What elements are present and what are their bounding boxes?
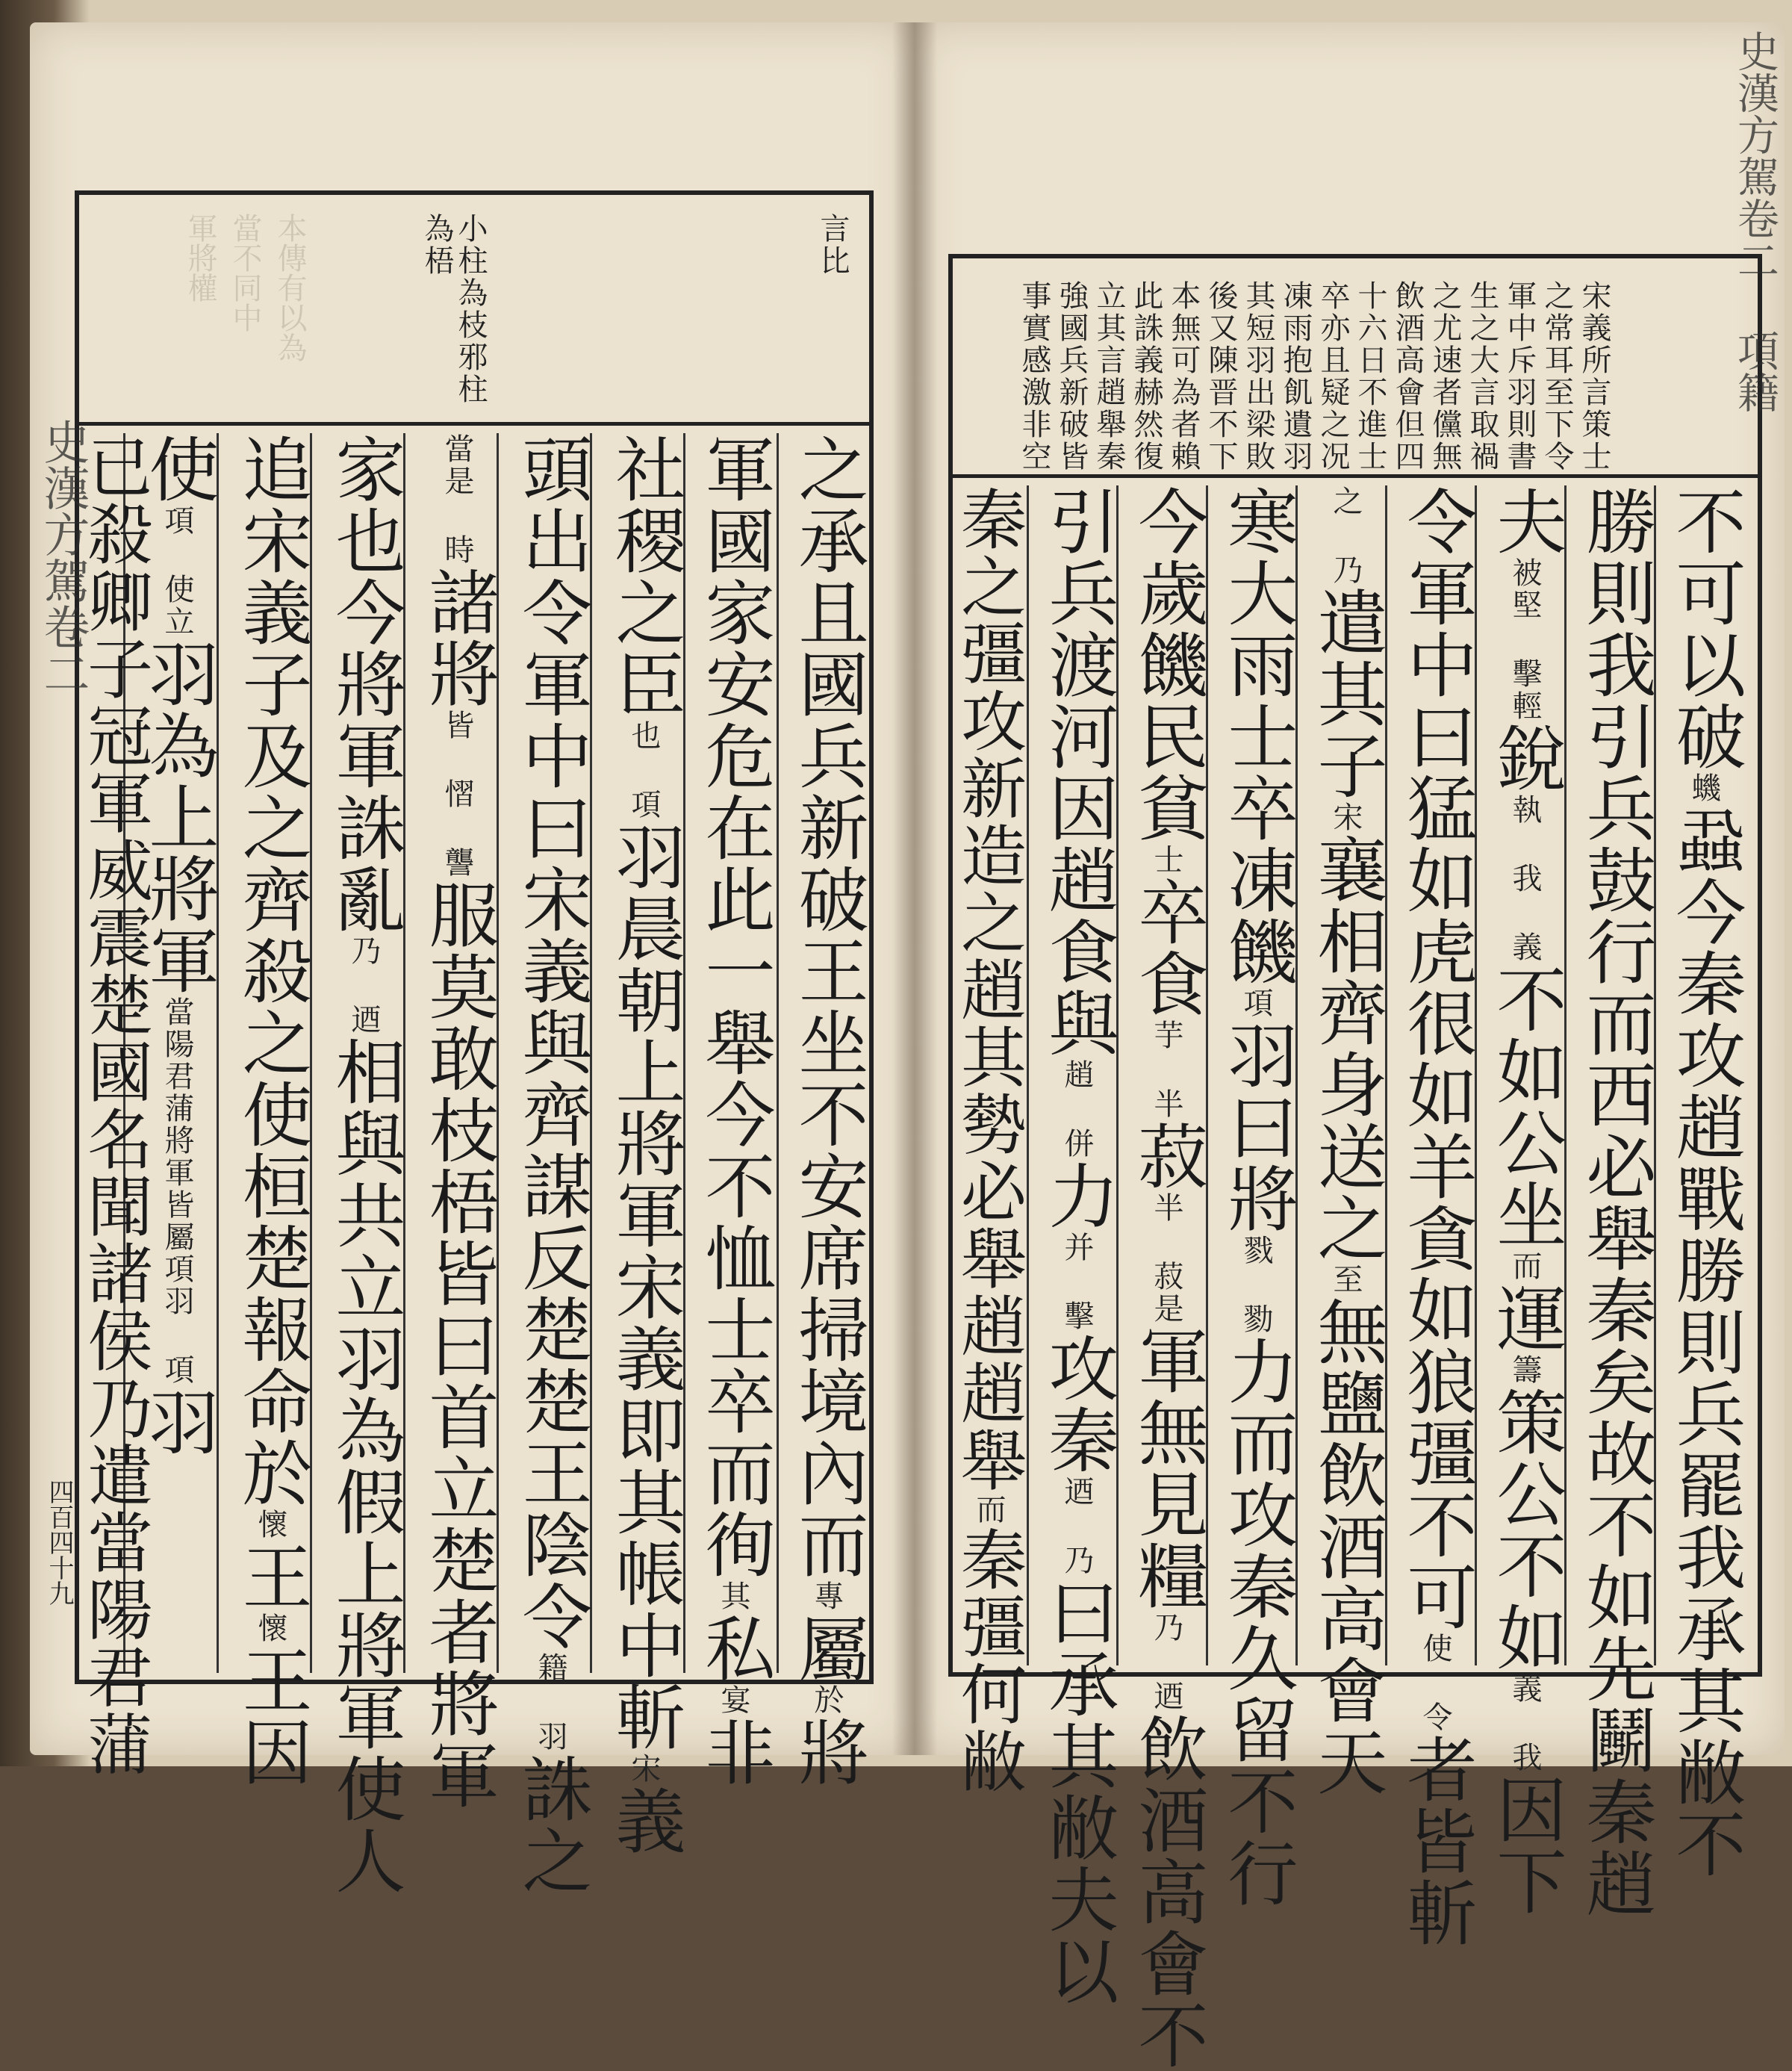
right-header-note: 強國兵新破皆	[1054, 280, 1089, 473]
bleed-through-text: 本傳有以為	[273, 213, 307, 362]
right-margin-title: 史漢方駕卷二 項籍	[1731, 30, 1779, 413]
right-column-2: 勝則我引兵鼓行而西必舉秦矣故不如先鬭秦趙	[1574, 485, 1655, 1919]
right-column-3: 夫被堅 擊輕銳執 我 義不如公坐而運籌策公不如義 我因下	[1484, 485, 1566, 1917]
left-column-9: 已殺卿子冠軍威震楚國名聞諸侯乃遣當陽君蒲	[77, 433, 154, 1777]
page-number: 四百四十九	[44, 1479, 74, 1606]
right-header-note: 飲酒高會但四	[1390, 280, 1425, 473]
left-header-note-2: 小柱為枝邪柱	[453, 213, 488, 406]
right-header-note: 之尤速者儻無	[1428, 280, 1462, 473]
right-column-8: 引兵渡河因趙食與趙 併力并 擊攻秦迺 乃曰承其敝夫以	[1036, 485, 1118, 2007]
right-header-note: 凍雨抱飢遺羽	[1278, 280, 1313, 473]
left-column-7: 追宋義子及之齊殺之使桓楚報命於懷王懷王因	[230, 433, 311, 1788]
right-column-5: 之 乃遣其子宋襄相齊身送之至無鹽飲酒高會天	[1305, 485, 1387, 1798]
right-header-divider	[948, 474, 1762, 478]
book-gutter	[892, 22, 937, 1755]
left-column-5: 當是 時諸將皆 慴 讋服莫敢枝梧皆曰首立楚者將軍	[417, 433, 498, 1811]
left-column-8: 使項 使立羽為上將軍當陽君蒲將軍皆屬項羽 項羽	[137, 433, 218, 1458]
left-column-1: 之承且國兵新破王坐不安席掃境內而專屬於將	[786, 433, 868, 1788]
left-column-2: 軍國家安危在此一舉今不恤士卒而徇其私宴非	[693, 433, 774, 1788]
right-header-note: 十六日不進士	[1353, 280, 1387, 473]
right-header-note: 之常耳至下令	[1540, 280, 1574, 473]
left-header-divider	[75, 422, 874, 426]
right-header-note: 本無可為者賴	[1166, 280, 1201, 473]
left-header-note-3: 為梧	[420, 213, 454, 277]
right-column-9: 秦之彊攻新造之趙其勢必舉趙趙舉而秦彊何敝	[951, 485, 1027, 1795]
bleed-through-text: 軍將權	[183, 213, 217, 302]
right-column-6: 寒大雨士卒凍饑項羽曰將戮 勠力而攻秦久留不行	[1216, 485, 1297, 1909]
left-column-3: 社稷之臣也 項羽晨朝上將軍宋義即其帳中斬宋義	[603, 433, 685, 1857]
right-header-note: 生之大言取禍	[1465, 280, 1499, 473]
right-header-note: 後又陳晋不下	[1204, 280, 1238, 473]
right-header-note: 軍中斥羽則書	[1502, 280, 1537, 473]
left-column-6: 家也今將軍誅亂乃 迺相與共立羽為假上將軍使人	[323, 433, 405, 1896]
column-rule	[777, 433, 779, 1673]
right-header-note: 其短羽出梁敗	[1241, 280, 1275, 473]
right-column-4: 令軍中曰猛如虎很如羊貪如狼彊不可使 令者皆斬	[1395, 485, 1476, 1949]
right-column-7: 今歲饑民貧士卒食芋 半菽半 菽是軍無見糧乃 迺飲酒高會不	[1126, 485, 1207, 2071]
left-margin-title: 史漢方駕卷二	[36, 418, 90, 696]
right-header-note: 立其言趙舉秦	[1092, 280, 1126, 473]
right-header-note: 宋義所言策士	[1577, 280, 1611, 473]
right-header-note: 卒亦且疑之况	[1316, 280, 1350, 473]
column-rule	[217, 433, 219, 1673]
right-header-note: 事實感激非空	[1017, 280, 1051, 473]
left-header-note-1: 言比	[815, 213, 850, 277]
right-column-1: 不可以破蟣蝨今秦攻趙戰勝則兵罷我承其敝不	[1664, 485, 1745, 1880]
left-column-4: 頭出令軍中曰宋義與齊謀反楚楚王陰令籍 羽誅之	[510, 433, 591, 1896]
right-header-note: 此誅義赫然復	[1129, 280, 1163, 473]
bleed-through-text: 當不同中	[228, 213, 262, 332]
